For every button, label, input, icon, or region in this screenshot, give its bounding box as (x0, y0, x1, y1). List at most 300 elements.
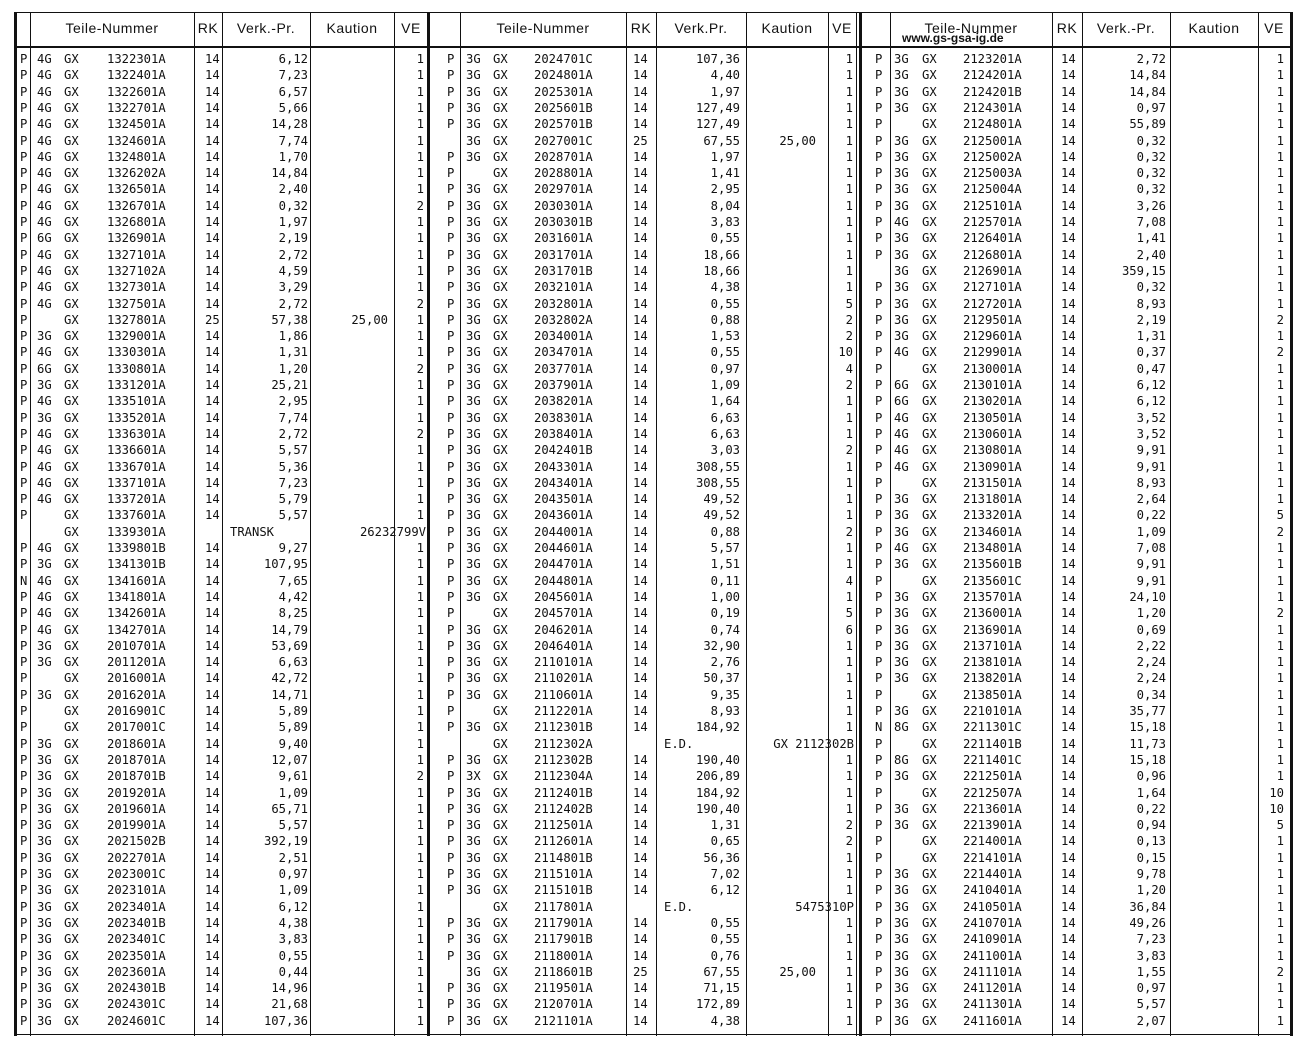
status-flag: P (447, 312, 455, 327)
model-code: GX (64, 329, 79, 344)
model-code: GX (922, 606, 937, 621)
part-number: 2038301A (534, 410, 593, 425)
model-class: 3G (894, 133, 909, 148)
rk-value: 14 (205, 198, 220, 213)
status-flag: P (20, 704, 28, 718)
model-class: 3G (894, 182, 909, 197)
status-flag: P (447, 524, 455, 539)
status-flag: P (447, 541, 455, 555)
rk-value: 14 (1061, 524, 1076, 539)
status-flag: P (447, 459, 455, 474)
price-value: 5,36 (278, 459, 308, 474)
part-number: 2112304A (534, 769, 593, 784)
model-class: 3G (894, 883, 909, 898)
model-class: 3G (466, 182, 481, 197)
status-flag: P (447, 68, 455, 83)
part-number: 2112302A (534, 736, 593, 751)
ve-value: 1 (416, 964, 424, 979)
model-code: GX (493, 981, 508, 996)
part-number: 2129601A (963, 329, 1022, 344)
price-value: 2,22 (1136, 638, 1166, 653)
part-number: 2110201A (534, 671, 593, 686)
model-class: 4G (37, 247, 52, 262)
status-flag: P (875, 981, 883, 996)
ve-value: 2 (1276, 312, 1284, 327)
part-number: 2212501A (963, 769, 1022, 784)
model-code: GX (493, 329, 508, 344)
ve-value: 10 (838, 345, 853, 360)
rk-value: 14 (633, 997, 648, 1012)
part-number: 2043601A (534, 508, 593, 523)
rk-value: 14 (205, 720, 220, 735)
model-class: 3G (894, 52, 909, 66)
part-number: 2018601A (107, 736, 166, 751)
part-number: 2045601A (534, 589, 593, 604)
part-number: 1335201A (107, 410, 166, 425)
ve-value: 1 (845, 1013, 853, 1028)
model-code: GX (922, 443, 937, 458)
price-value: 0,55 (710, 932, 740, 947)
status-flag: P (875, 948, 883, 963)
model-code: GX (922, 557, 937, 572)
model-code: GX (493, 752, 508, 767)
ve-value: 1 (1276, 981, 1284, 996)
model-code: GX (493, 687, 508, 702)
part-number: 2022701A (107, 850, 166, 865)
model-code: GX (493, 573, 508, 588)
model-code: GX (64, 426, 79, 441)
part-number: 2211401C (963, 752, 1022, 767)
part-number: 2411001A (963, 948, 1022, 963)
rk-value: 14 (633, 541, 648, 555)
model-class: 3G (894, 638, 909, 653)
part-number: 2024301B (107, 981, 166, 996)
rk-value: 14 (633, 100, 648, 115)
part-number: 2112401B (534, 785, 593, 800)
header-deposit: Kaution (1188, 20, 1240, 36)
column-divider (1082, 12, 1083, 1036)
part-number: 1322601A (107, 84, 166, 99)
model-class: 4G (37, 133, 52, 148)
rk-value: 14 (205, 410, 220, 425)
price-value: 190,40 (695, 801, 740, 816)
model-class: 3G (894, 524, 909, 539)
status-flag: P (447, 166, 455, 181)
ve-value: 1 (1276, 280, 1284, 295)
price-value: 1,86 (278, 329, 308, 344)
rk-value: 14 (205, 100, 220, 115)
status-flag: P (447, 84, 455, 99)
price-value: 67,55 (703, 133, 740, 148)
status-flag: P (875, 785, 883, 800)
price-value: 1,64 (1136, 785, 1166, 800)
model-code: GX (922, 752, 937, 767)
model-code: GX (922, 198, 937, 213)
rk-value: 14 (1061, 752, 1076, 767)
ve-value: 1 (416, 867, 424, 881)
model-code: GX (64, 100, 79, 115)
status-flag: P (875, 100, 883, 115)
model-code: GX (493, 100, 508, 115)
model-code: GX (493, 818, 508, 833)
price-value: 6,12 (278, 899, 308, 914)
part-number: 1341601A (107, 573, 166, 588)
status-flag: P (447, 687, 455, 702)
rk-value: 14 (205, 215, 220, 229)
price-value: 9,40 (278, 736, 308, 751)
top-rule (14, 12, 1290, 13)
ve-value: 1 (1276, 329, 1284, 344)
rk-value: 14 (1061, 769, 1076, 784)
model-class: 3G (466, 117, 481, 132)
model-code: GX (493, 850, 508, 865)
model-class: 4G (37, 296, 52, 311)
ve-value: 1 (1276, 622, 1284, 637)
part-number: 2125003A (963, 166, 1022, 181)
model-code: GX (922, 508, 937, 523)
status-flag: P (875, 589, 883, 604)
status-flag: P (20, 198, 28, 213)
model-class: 4G (894, 459, 909, 474)
ve-value: 1 (845, 492, 853, 507)
status-flag: P (875, 687, 883, 702)
model-class: 3G (37, 655, 52, 670)
status-flag: P (20, 671, 28, 686)
status-flag: P (20, 801, 28, 816)
price-value: 0,55 (710, 345, 740, 360)
column-divider (656, 12, 657, 1036)
price-value: 2,07 (1136, 1013, 1166, 1028)
rk-value: 14 (1061, 443, 1076, 458)
ve-value: 1 (416, 231, 424, 246)
rk-value: 14 (633, 801, 648, 816)
rk-value: 14 (633, 850, 648, 865)
part-number: 2130601A (963, 426, 1022, 441)
rk-value: 14 (633, 247, 648, 262)
part-number: 1330801A (107, 361, 166, 376)
price-value: 5,79 (278, 492, 308, 507)
price-value: 11,73 (1129, 736, 1166, 751)
price-value: 392,19 (263, 834, 308, 849)
rk-value: 14 (205, 492, 220, 507)
ve-value: 1 (416, 589, 424, 604)
status-flag: P (20, 280, 28, 295)
rk-value: 14 (1061, 883, 1076, 898)
status-flag: P (20, 785, 28, 800)
model-code: GX (493, 84, 508, 99)
model-class: 3G (466, 52, 481, 66)
ve-value: 2 (416, 296, 424, 311)
header-part-number: Teile-Nummer (496, 20, 590, 36)
model-code: GX (922, 117, 937, 132)
ve-value: 1 (1276, 704, 1284, 718)
rk-value: 14 (1061, 394, 1076, 409)
price-value: 4,40 (710, 68, 740, 83)
rk-value: 14 (1061, 378, 1076, 392)
ve-value: 1 (1276, 883, 1284, 898)
rk-value: 14 (205, 801, 220, 816)
rk-value: 14 (205, 247, 220, 262)
model-class: 8G (894, 720, 909, 735)
rk-value: 14 (633, 932, 648, 947)
ve-value: 1 (1276, 198, 1284, 213)
rk-value: 14 (205, 166, 220, 181)
part-number: 2134601A (963, 524, 1022, 539)
status-flag: P (447, 655, 455, 670)
status-flag: P (447, 100, 455, 115)
status-flag: P (20, 410, 28, 425)
price-value: 5,66 (278, 100, 308, 115)
ve-value: 10 (1269, 785, 1284, 800)
model-class: 4G (37, 68, 52, 83)
model-class: 3G (37, 915, 52, 930)
model-code: GX (64, 785, 79, 800)
price-value: 7,23 (278, 475, 308, 490)
status-flag: P (20, 541, 28, 555)
rk-value: 14 (633, 867, 648, 881)
ve-value: 2 (416, 426, 424, 441)
model-class: 3G (466, 964, 481, 979)
status-flag: P (875, 133, 883, 148)
model-code: GX (493, 655, 508, 670)
header-ve: VE (401, 20, 421, 36)
model-code: GX (922, 215, 937, 229)
price-value: 206,89 (695, 769, 740, 784)
model-code: GX (922, 981, 937, 996)
status-flag: P (447, 394, 455, 409)
ve-value: 1 (1276, 182, 1284, 197)
model-code: GX (493, 394, 508, 409)
price-value: 0,96 (1136, 769, 1166, 784)
part-number: 2135601C (963, 573, 1022, 588)
model-class: 3G (466, 149, 481, 164)
model-class: 3G (37, 329, 52, 344)
price-value: 6,63 (710, 426, 740, 441)
price-value: 14,84 (1129, 68, 1166, 83)
header-price: Verk.-Pr. (236, 20, 296, 36)
price-value: 0,19 (710, 606, 740, 621)
ve-value: 1 (416, 345, 424, 360)
ve-value: 1 (1276, 557, 1284, 572)
status-flag: P (447, 997, 455, 1012)
status-flag: P (875, 541, 883, 555)
status-flag: P (447, 622, 455, 637)
status-flag: P (20, 720, 28, 735)
model-class: 3G (37, 948, 52, 963)
model-class: 3G (466, 215, 481, 229)
rk-value: 14 (205, 671, 220, 686)
status-flag: P (875, 459, 883, 474)
status-flag: P (447, 557, 455, 572)
ve-value: 1 (845, 247, 853, 262)
model-class: 4G (37, 345, 52, 360)
ve-value: 1 (1276, 133, 1284, 148)
model-class: 3G (37, 899, 52, 914)
rk-value: 14 (633, 589, 648, 604)
ve-value: 1 (845, 475, 853, 490)
model-code: GX (64, 508, 79, 523)
price-value: 0,37 (1136, 345, 1166, 360)
price-value: 49,26 (1129, 915, 1166, 930)
status-flag: P (20, 215, 28, 229)
status-flag: P (20, 557, 28, 572)
rk-value: 14 (633, 329, 648, 344)
model-class: 3G (466, 1013, 481, 1028)
rk-value: 14 (205, 899, 220, 914)
model-class: 3G (466, 818, 481, 833)
ve-value: 1 (845, 850, 853, 865)
ve-value: 1 (845, 981, 853, 996)
part-number: 2024801A (534, 68, 593, 83)
ve-value: 2 (845, 329, 853, 344)
model-code: GX (493, 541, 508, 555)
model-code: GX (493, 443, 508, 458)
model-code: GX (922, 329, 937, 344)
price-value: 32,90 (703, 638, 740, 653)
part-number: 2042401B (534, 443, 593, 458)
part-number: 2023401A (107, 899, 166, 914)
price-value: 9,35 (710, 687, 740, 702)
ve-value: 1 (416, 541, 424, 555)
price-value: 1,51 (710, 557, 740, 572)
model-code: GX (64, 117, 79, 132)
rk-value: 25 (633, 964, 648, 979)
ve-value: 1 (845, 68, 853, 83)
price-value: 2,72 (278, 296, 308, 311)
model-class: 3G (894, 100, 909, 115)
part-number: 2126801A (963, 247, 1022, 262)
status-flag: P (20, 52, 28, 66)
price-value: 3,52 (1136, 410, 1166, 425)
rk-value: 14 (633, 182, 648, 197)
price-value: 14,28 (271, 117, 308, 132)
status-flag: P (20, 459, 28, 474)
status-flag: P (20, 182, 28, 197)
model-code: GX (64, 166, 79, 181)
ve-value: 1 (845, 541, 853, 555)
price-value: 1,70 (278, 149, 308, 164)
part-number: 2030301A (534, 198, 593, 213)
model-class: 3G (894, 1013, 909, 1028)
model-class: 4G (37, 166, 52, 181)
price-note: TRANSK (230, 524, 275, 539)
price-value: 50,37 (703, 671, 740, 686)
part-number: 1336601A (107, 443, 166, 458)
part-number: 2114801B (534, 850, 593, 865)
price-value: 9,27 (278, 541, 308, 555)
status-flag: P (447, 345, 455, 360)
ve-value: 1 (1276, 426, 1284, 441)
model-code: GX (64, 655, 79, 670)
price-value: 71,15 (703, 981, 740, 996)
part-number: 1327801A (107, 312, 166, 327)
ve-value: 2 (416, 361, 424, 376)
model-code: GX (922, 769, 937, 784)
model-class: 4G (37, 622, 52, 637)
rk-value: 14 (205, 329, 220, 344)
model-class: 3G (894, 932, 909, 947)
model-class: 3G (894, 704, 909, 718)
status-flag: P (875, 769, 883, 784)
part-number: 2130201A (963, 394, 1022, 409)
rk-value: 14 (633, 345, 648, 360)
model-code: GX (493, 834, 508, 849)
price-value: 4,38 (710, 1013, 740, 1028)
price-value: 0,55 (710, 231, 740, 246)
model-class: 4G (37, 475, 52, 490)
status-flag: P (875, 247, 883, 262)
part-number: 2115101A (534, 867, 593, 881)
ve-value: 1 (416, 655, 424, 670)
model-code: GX (922, 394, 937, 409)
model-code: GX (493, 932, 508, 947)
status-flag: P (447, 247, 455, 262)
part-number: 2025701B (534, 117, 593, 132)
ve-value: 1 (1276, 247, 1284, 262)
model-code: GX (922, 541, 937, 555)
status-flag: P (875, 915, 883, 930)
header-part-number: Teile-Nummer (65, 20, 159, 36)
price-value: 1,41 (1136, 231, 1166, 246)
status-flag: P (875, 312, 883, 327)
status-flag: P (447, 492, 455, 507)
model-code: GX (493, 231, 508, 246)
status-flag: P (20, 263, 28, 278)
part-number: 2137101A (963, 638, 1022, 653)
price-value: 2,72 (1136, 52, 1166, 66)
price-value: 0,32 (1136, 149, 1166, 164)
part-number: 2112301B (534, 720, 593, 735)
model-class: 4G (894, 541, 909, 555)
ve-value: 1 (1276, 492, 1284, 507)
rk-value: 14 (1061, 785, 1076, 800)
model-class: 3G (894, 964, 909, 979)
ve-value: 10 (1269, 801, 1284, 816)
model-class: 3G (894, 606, 909, 621)
model-class: 3G (37, 752, 52, 767)
ve-value: 1 (416, 720, 424, 735)
rk-value: 14 (633, 769, 648, 784)
ve-value: 1 (845, 589, 853, 604)
status-flag: P (447, 867, 455, 881)
price-value: 7,23 (278, 68, 308, 83)
ve-value: 2 (1276, 345, 1284, 360)
model-code: GX (922, 280, 937, 295)
price-value: 15,18 (1129, 720, 1166, 735)
part-number: 1330301A (107, 345, 166, 360)
ve-value: 1 (845, 997, 853, 1012)
part-number: 2023601A (107, 964, 166, 979)
price-value: 8,93 (710, 704, 740, 718)
rk-value: 14 (633, 149, 648, 164)
model-class: 4G (37, 573, 52, 588)
rk-value: 14 (205, 541, 220, 555)
price-value: 53,69 (271, 638, 308, 653)
status-flag: P (20, 475, 28, 490)
rk-value: 14 (633, 557, 648, 572)
ve-value: 1 (1276, 769, 1284, 784)
part-number: 2044801A (534, 573, 593, 588)
price-value: 0,97 (1136, 981, 1166, 996)
ve-value: 4 (845, 573, 853, 588)
model-class: 3G (894, 166, 909, 181)
price-value: 5,89 (278, 720, 308, 735)
price-value: 6,12 (278, 52, 308, 66)
model-code: GX (922, 361, 937, 376)
status-flag: P (447, 378, 455, 392)
price-value: 9,78 (1136, 867, 1166, 881)
model-class: 3G (466, 622, 481, 637)
